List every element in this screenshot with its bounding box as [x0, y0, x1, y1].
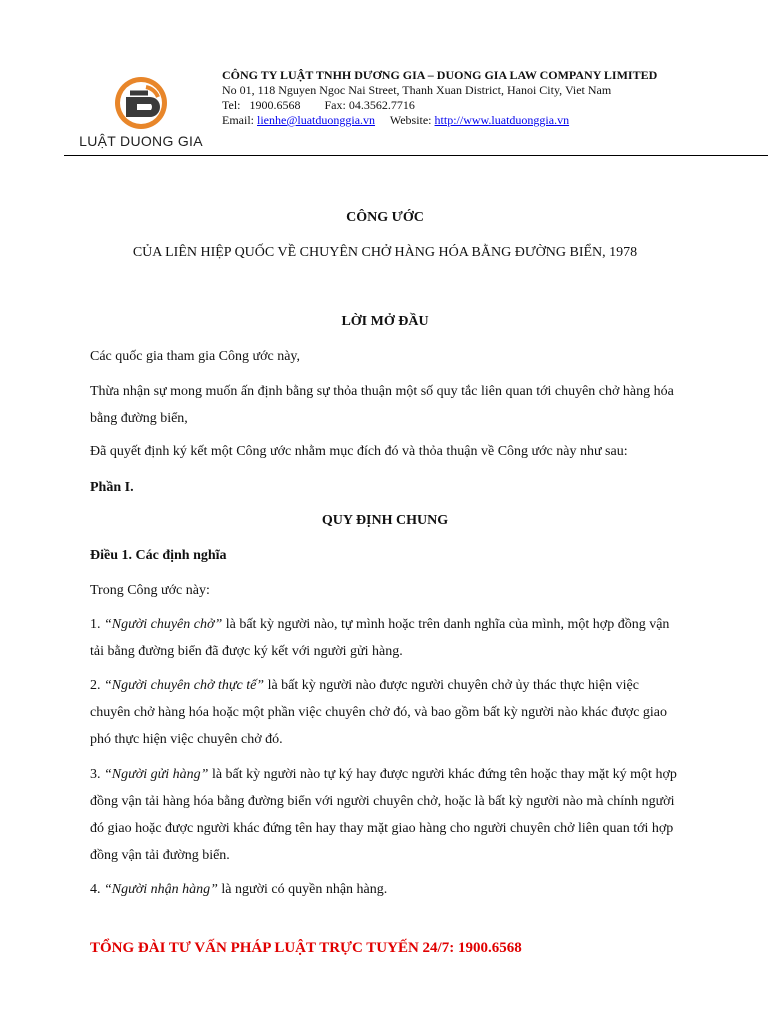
definition-2-term: “Người chuyên chở thực tế”: [104, 678, 265, 693]
definition-2-text: là bất kỳ người nào được người chuyên chở ủy thác thực hiện việc chuyên chở hàng hóa hoặc một phần việc chuyên chở đó, và bao gồm bất kỳ người nào khác được giao phó thực hiện việc chuyên chở đó.: [90, 678, 668, 747]
company-address: No 01, 118 Nguyen Ngoc Nai Street, Thanh Xuan District, Hanoi City, Viet Nam: [222, 83, 612, 97]
definition-1-number: 1.: [90, 617, 101, 632]
definition-3-term: “Người gửi hàng”: [104, 767, 209, 782]
hotline-banner: TỔNG ĐÀI TƯ VẤN PHÁP LUẬT TRỰC TUYẾN 24/7: 1900.6568: [90, 940, 522, 956]
definition-1-term: “Người chuyên chở”: [104, 617, 223, 632]
header-divider: [64, 155, 768, 156]
fax-value: 04.3562.7716: [348, 98, 415, 112]
definition-1-text: là bất kỳ người nào, tự mình hoặc trên danh nghĩa của mình, một hợp đồng vận tải bằng đường biển đã được ký kết với người gửi hàng.: [90, 617, 670, 659]
company-name: CÔNG TY LUẬT TNHH DƯƠNG GIA – DUONG GIA LAW COMPANY LIMITED: [222, 68, 658, 82]
tel-value: 1900.6568: [249, 98, 301, 112]
document-title: CÔNG ƯỚC: [346, 210, 424, 225]
preamble-heading: LỜI MỞ ĐẦU: [341, 314, 429, 329]
fax-label: Fax:: [324, 98, 346, 112]
article-heading: Điều 1. Các định nghĩa: [90, 548, 227, 563]
document-subtitle: CỦA LIÊN HIỆP QUỐC VỀ CHUYÊN CHỞ HÀNG HÓA BẰNG ĐƯỜNG BIỂN, 1978: [132, 245, 638, 260]
definition-2: [90, 672, 680, 753]
tel-label: Tel:: [222, 98, 241, 112]
definition-1: [90, 611, 680, 665]
definition-4-text: là người có quyền nhận hàng.: [217, 882, 388, 897]
preamble-paragraph-3: Đã quyết định ký kết một Công ước nhằm mục đích đó và thỏa thuận về Công ước này như sau:: [90, 444, 628, 459]
definition-4-number: 4.: [90, 882, 101, 897]
part-title: QUY ĐỊNH CHUNG: [321, 513, 449, 528]
email-label: Email:: [222, 113, 254, 127]
email-link[interactable]: lienhe@luatduonggia.vn: [257, 113, 376, 127]
logo-text: LUẬT DUONG GIA: [79, 133, 203, 149]
website-link[interactable]: http://www.luatduonggia.vn: [434, 113, 570, 127]
article-intro: Trong Công ước này:: [90, 583, 210, 598]
definition-3: [90, 761, 680, 869]
preamble-paragraph-2: Thừa nhận sự mong muốn ấn định bằng sự thỏa thuận một số quy tắc liên quan tới chuyên chở hàng hóa bằng đường biển,: [90, 384, 674, 426]
preamble-paragraph-1: Các quốc gia tham gia Công ước này,: [90, 349, 301, 364]
website-label: Website:: [389, 113, 432, 127]
definition-3-number: 3.: [90, 767, 101, 782]
definition-4-term: “Người nhận hàng”: [104, 882, 218, 897]
contact-web-line: [222, 113, 742, 128]
contact-phone-line: [222, 98, 742, 113]
letterhead: [222, 68, 742, 128]
company-logo: [70, 63, 212, 155]
definition-4: [90, 876, 680, 903]
logo-emblem-icon: [70, 63, 212, 133]
part-heading: Phần I.: [90, 480, 134, 495]
definition-2-number: 2.: [90, 678, 101, 693]
definition-3-text: là bất kỳ người nào tự ký hay được người khác đứng tên hoặc thay mặt ký một hợp đồng vận tải hàng hóa bằng đường biển với người chuyên chở, hoặc là bất kỳ người nào mà chính người đó giao hoặc được người khác đứng tên hay thay mặt giao hàng cho người chuyên chở liên quan tới hợp đồng vận tải đường biển.: [90, 767, 677, 863]
